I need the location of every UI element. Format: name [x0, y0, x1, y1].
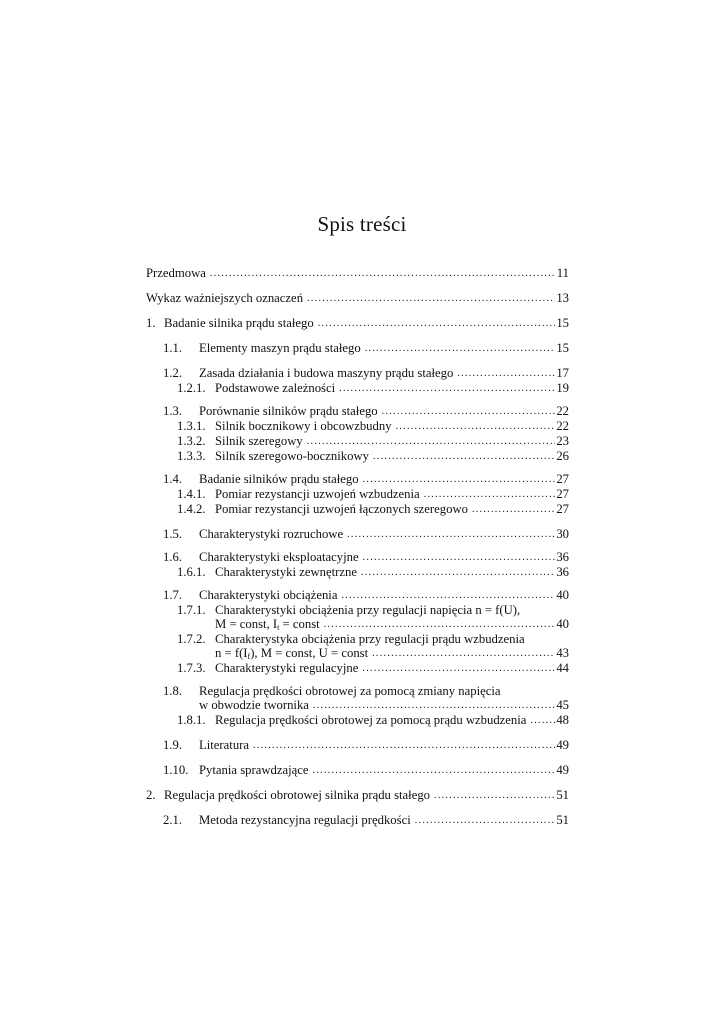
toc-entry-text: Badanie silników prądu stałego — [199, 472, 359, 486]
toc-entry-text: Silnik szeregowo-bocznikowy — [215, 449, 369, 463]
dot-leader — [339, 383, 555, 395]
toc-page-number: 36 — [556, 550, 569, 564]
toc-page-number: 11 — [556, 266, 569, 280]
toc-entry-subsection-1-7-2[interactable] — [146, 632, 569, 660]
toc-entry-number: 1.7. — [163, 588, 183, 602]
toc-entry-text: Regulacja prędkości obrotowej za pomocą zmiany napięcia — [199, 684, 501, 698]
dot-leader — [253, 740, 555, 752]
toc-entry-number: 1.4. — [163, 472, 183, 486]
toc-entry-wykaz[interactable] — [146, 291, 569, 305]
toc-page-number: 48 — [556, 713, 569, 727]
toc-entry-number: 2. — [146, 788, 156, 802]
toc-entry-text: Charakterystyki obciążenia — [199, 588, 338, 602]
toc-entry-number: 1.7.3. — [177, 661, 206, 675]
page-title: Spis treści — [317, 212, 407, 236]
toc-entry-text: Przedmowa — [146, 266, 206, 280]
toc-entry-continuation: M = const, $I_t$ = const — [215, 617, 320, 632]
toc-entry-text: Silnik szeregowy — [215, 434, 303, 448]
dot-leader — [324, 619, 556, 631]
toc-entry-number: 1.1. — [163, 341, 183, 355]
dot-leader — [307, 436, 556, 448]
toc-page-number: 51 — [556, 788, 569, 802]
toc-entry-text: Podstawowe zależności — [215, 381, 336, 395]
toc-entry-chapter-2[interactable] — [146, 788, 569, 802]
toc-entry-text: Regulacja prędkości obrotowej za pomocą prądu wzbudzenia — [215, 713, 527, 727]
toc-page-number: 43 — [556, 646, 569, 660]
toc-entry-text: Regulacja prędkości obrotowej silnika prądu stałego — [164, 788, 431, 802]
toc-entry-number: 1.9. — [163, 738, 183, 752]
dot-leader — [424, 489, 556, 501]
toc-entry-number: 1.6. — [163, 550, 183, 564]
toc-entry-number: 1.3. — [163, 404, 183, 418]
toc-entry-text: Charakterystyki rozruchowe — [199, 527, 344, 541]
toc-entry-number: 2.1. — [163, 813, 183, 827]
toc-entry-text: Elementy maszyn prądu stałego — [199, 341, 361, 355]
toc-entry-number: 1.5. — [163, 527, 183, 541]
toc-entry-text: Literatura — [199, 738, 250, 752]
toc-page-number: 27 — [556, 502, 569, 516]
toc-entry-text: Silnik bocznikowy i obcowzbudny — [215, 419, 392, 433]
toc-entry-number: 1.2. — [163, 366, 183, 380]
toc-page-number: 49 — [556, 763, 569, 777]
toc-entry-text: Badanie silnika prądu stałego — [164, 316, 314, 330]
dot-leader — [434, 790, 555, 802]
toc-entry-section-1-10[interactable] — [146, 763, 569, 777]
toc-entry-number: 1.3.2. — [177, 434, 206, 448]
toc-entry-text: Pomiar rezystancji uzwojeń wzbudzenia — [215, 487, 420, 501]
dot-leader — [363, 552, 556, 564]
toc-entry-section-1-2[interactable] — [146, 366, 569, 380]
toc-entry-number: 1.10. — [163, 763, 189, 777]
toc-page-number: 13 — [556, 291, 569, 305]
toc-entry-text: Wykaz ważniejszych oznaczeń — [146, 291, 304, 305]
dot-leader — [363, 474, 556, 486]
dot-leader — [382, 406, 556, 418]
dot-leader — [210, 268, 556, 280]
toc-entry-number: 1.3.1. — [177, 419, 206, 433]
toc-entry-text: Charakterystyki zewnętrzne — [215, 565, 357, 579]
toc-entry-text: Pytania sprawdzające — [199, 763, 309, 777]
toc-entry-number: 1.3.3. — [177, 449, 206, 463]
dot-leader — [307, 293, 555, 305]
toc-entry-subsection-1-3-3[interactable] — [146, 449, 569, 463]
dot-leader — [347, 529, 555, 541]
toc-entry-section-1-8[interactable] — [146, 684, 569, 712]
toc-entry-subsection-1-4-1[interactable] — [146, 487, 569, 501]
dot-leader — [365, 343, 556, 355]
toc-entry-section-1-7[interactable] — [146, 588, 569, 602]
dot-leader — [372, 648, 555, 660]
table-of-contents — [146, 266, 569, 827]
dot-leader — [362, 663, 555, 675]
toc-entry-subsection-1-6-1[interactable] — [146, 565, 569, 579]
toc-entry-subsection-1-7-1[interactable] — [146, 603, 569, 631]
dot-leader — [415, 815, 556, 827]
toc-entry-number: 1.6.1. — [177, 565, 206, 579]
toc-entry-przedmowa[interactable] — [146, 266, 569, 280]
toc-entry-number: 1.4.1. — [177, 487, 206, 501]
toc-entry-subsection-1-3-1[interactable] — [146, 419, 569, 433]
toc-entry-section-1-4[interactable] — [146, 472, 569, 486]
toc-entry-section-1-6[interactable] — [146, 550, 569, 564]
dot-leader — [361, 567, 555, 579]
toc-entry-text: Charakterystyki obciążenia przy regulacji napięcia n = f(U), — [215, 603, 521, 617]
toc-entry-number: 1.7.2. — [177, 632, 206, 646]
toc-page-number: 22 — [556, 419, 569, 433]
toc-page-number: 22 — [556, 404, 569, 418]
toc-page-number: 40 — [556, 617, 569, 631]
toc-page-number: 44 — [556, 661, 569, 675]
toc-entry-number: 1.8.1. — [177, 713, 206, 727]
toc-page-number: 27 — [556, 487, 569, 501]
dot-leader — [530, 715, 555, 727]
dot-leader — [457, 368, 555, 380]
toc-entry-continuation: w obwodzie twornika — [199, 698, 309, 712]
toc-entry-section-2-1[interactable] — [146, 813, 569, 827]
toc-entry-text: Metoda rezystancyjna regulacji prędkości — [199, 813, 411, 827]
toc-entry-text: Zasada działania i budowa maszyny prądu stałego — [199, 366, 454, 380]
dot-leader — [313, 765, 556, 777]
toc-entry-section-1-5[interactable] — [146, 527, 569, 541]
toc-entry-number: 1.7.1. — [177, 603, 206, 617]
dot-leader — [313, 700, 555, 712]
toc-page-number: 15 — [556, 341, 569, 355]
toc-entry-continuation: $n = f(I_f)$, M = const, U = const — [215, 646, 369, 661]
toc-page-number: 15 — [556, 316, 569, 330]
toc-entry-section-1-3[interactable] — [146, 404, 569, 418]
toc-entry-number: 1.4.2. — [177, 502, 206, 516]
toc-page-number: 45 — [556, 698, 569, 712]
toc-page-number: 49 — [556, 738, 569, 752]
toc-entry-chapter-1[interactable] — [146, 316, 569, 330]
toc-entry-section-1-9[interactable] — [146, 738, 569, 752]
toc-entry-number: 1.2.1. — [177, 381, 206, 395]
toc-page-number: 36 — [556, 565, 569, 579]
toc-entry-subsection-1-8-1[interactable] — [146, 713, 569, 727]
toc-entry-subsection-1-2-1[interactable] — [146, 381, 569, 395]
toc-page-number: 26 — [556, 449, 569, 463]
toc-entry-section-1-1[interactable] — [146, 341, 569, 355]
toc-page-number: 51 — [556, 813, 569, 827]
dot-leader — [472, 504, 555, 516]
toc-entry-text: Pomiar rezystancji uzwojeń łączonych szeregowo — [215, 502, 468, 516]
toc-entry-text: Charakterystyki eksploatacyjne — [199, 550, 359, 564]
dot-leader — [341, 590, 555, 602]
toc-page-number: 27 — [556, 472, 569, 486]
toc-entry-number: 1.8. — [163, 684, 183, 698]
dot-leader — [396, 421, 556, 433]
toc-entry-text: Charakterystyki regulacyjne — [215, 661, 359, 675]
dot-leader — [373, 451, 555, 463]
toc-entry-subsection-1-4-2[interactable] — [146, 502, 569, 516]
toc-entry-subsection-1-7-3[interactable] — [146, 661, 569, 675]
toc-entry-number: 1. — [146, 316, 156, 330]
toc-entry-subsection-1-3-2[interactable] — [146, 434, 569, 448]
toc-entry-text: Charakterystyka obciążenia przy regulacji prądu wzbudzenia — [215, 632, 525, 646]
toc-page-number: 17 — [556, 366, 569, 380]
toc-entry-text: Porównanie silników prądu stałego — [199, 404, 378, 418]
toc-page-number: 30 — [556, 527, 569, 541]
toc-page-number: 40 — [556, 588, 569, 602]
toc-page-number: 23 — [556, 434, 569, 448]
dot-leader — [318, 318, 556, 330]
toc-page-number: 19 — [556, 381, 569, 395]
